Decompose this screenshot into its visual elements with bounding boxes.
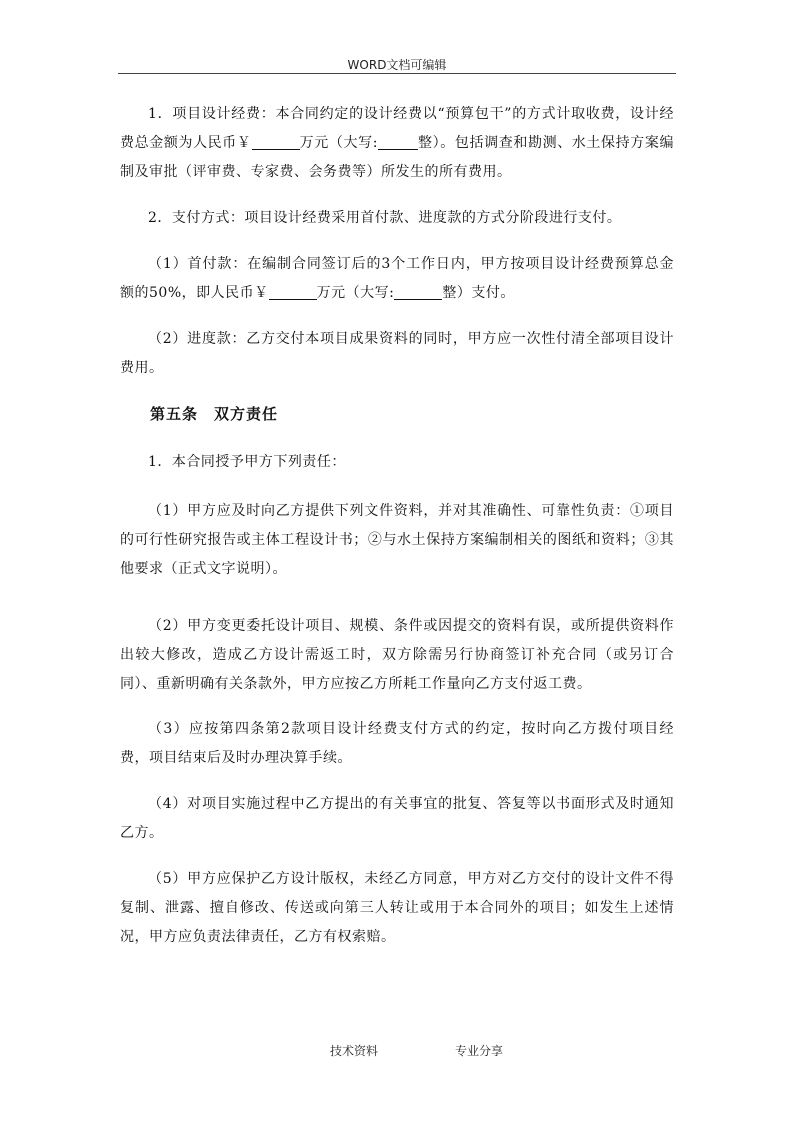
paragraph-first-payment: [120, 250, 674, 308]
paragraph-design-fee: [120, 100, 674, 187]
amount-words-blank: [394, 283, 442, 300]
text: 1．项目设计经费：本合同约定的设计经费以“预算包干”的方式计取收费，设计经费总金额为人民币￥: [120, 106, 674, 151]
paragraph-party-a-duties: 1．本合同授予甲方下列责任：: [148, 454, 346, 470]
text: 万元（大写:: [316, 285, 395, 301]
paragraph-duty-3: （3）应按第四条第2款项目设计经费支付方式的约定，按时向乙方拨付项目经费，项目结束后及时办理决算手续。: [120, 721, 674, 766]
amount-words-blank: [378, 133, 418, 150]
text: （1）首付款：在编制合同签订后的3个工作日内，甲方按项目设计经费预算总金额的50%，即人民币￥: [120, 256, 674, 301]
footer-right: 专业分享: [455, 1044, 504, 1058]
paragraph-duty-4: （4）对项目实施过程中乙方提出的有关事宜的批复、答复等以书面形式及时通知乙方。: [120, 796, 674, 841]
paragraph-duty-2: （2）甲方变更委托设计项目、规模、条件或因提交的资料有误，或所提供资料作出较大修改，造成乙方设计需返工时，双方除需另行协商签订补充合同（或另订合同）、重新明确有关条款外，甲方应按乙方所耗工作量向乙方支付返工费。: [120, 618, 674, 692]
text: 整）支付。: [442, 285, 515, 301]
paragraph-duty-5: （5）甲方应保护乙方设计版权，未经乙方同意，甲方对乙方交付的设计文件不得复制、泄露、擅自修改、传送或向第三人转让或用于本合同外的项目；如发生上述情况，甲方应负责法律责任，乙方有权索赔。: [120, 871, 674, 945]
footer-left: 技术资料: [330, 1044, 379, 1058]
amount-blank: [252, 133, 300, 150]
text: 万元（大写:: [299, 135, 378, 151]
paragraph-duty-1: （1）甲方应及时向乙方提供下列文件资料，并对其准确性、可靠性负责：①项目的可行性研究报告或主体工程设计书；②与水土保持方案编制相关的图纸和资料；③其他要求（正式文字说明）。: [120, 503, 674, 577]
document-body: [120, 100, 674, 952]
paragraph-payment-method: 2．支付方式：项目设计经费采用首付款、进度款的方式分阶段进行支付。: [148, 210, 622, 226]
header-divider: [118, 73, 676, 74]
text: 整）。包括调查和勘测、水土保持方案编制及审批（评审费、专家费、会务费等）所发生的所有费用。: [120, 135, 674, 180]
paragraph-progress-payment: （2）进度款：乙方交付本项目成果资料的同时，甲方应一次性付清全部项目设计费用。: [120, 331, 674, 376]
page-header: WORD文档可编辑: [347, 58, 447, 72]
section-heading: 第五条 双方责任: [150, 405, 279, 423]
amount-blank: [269, 283, 317, 300]
